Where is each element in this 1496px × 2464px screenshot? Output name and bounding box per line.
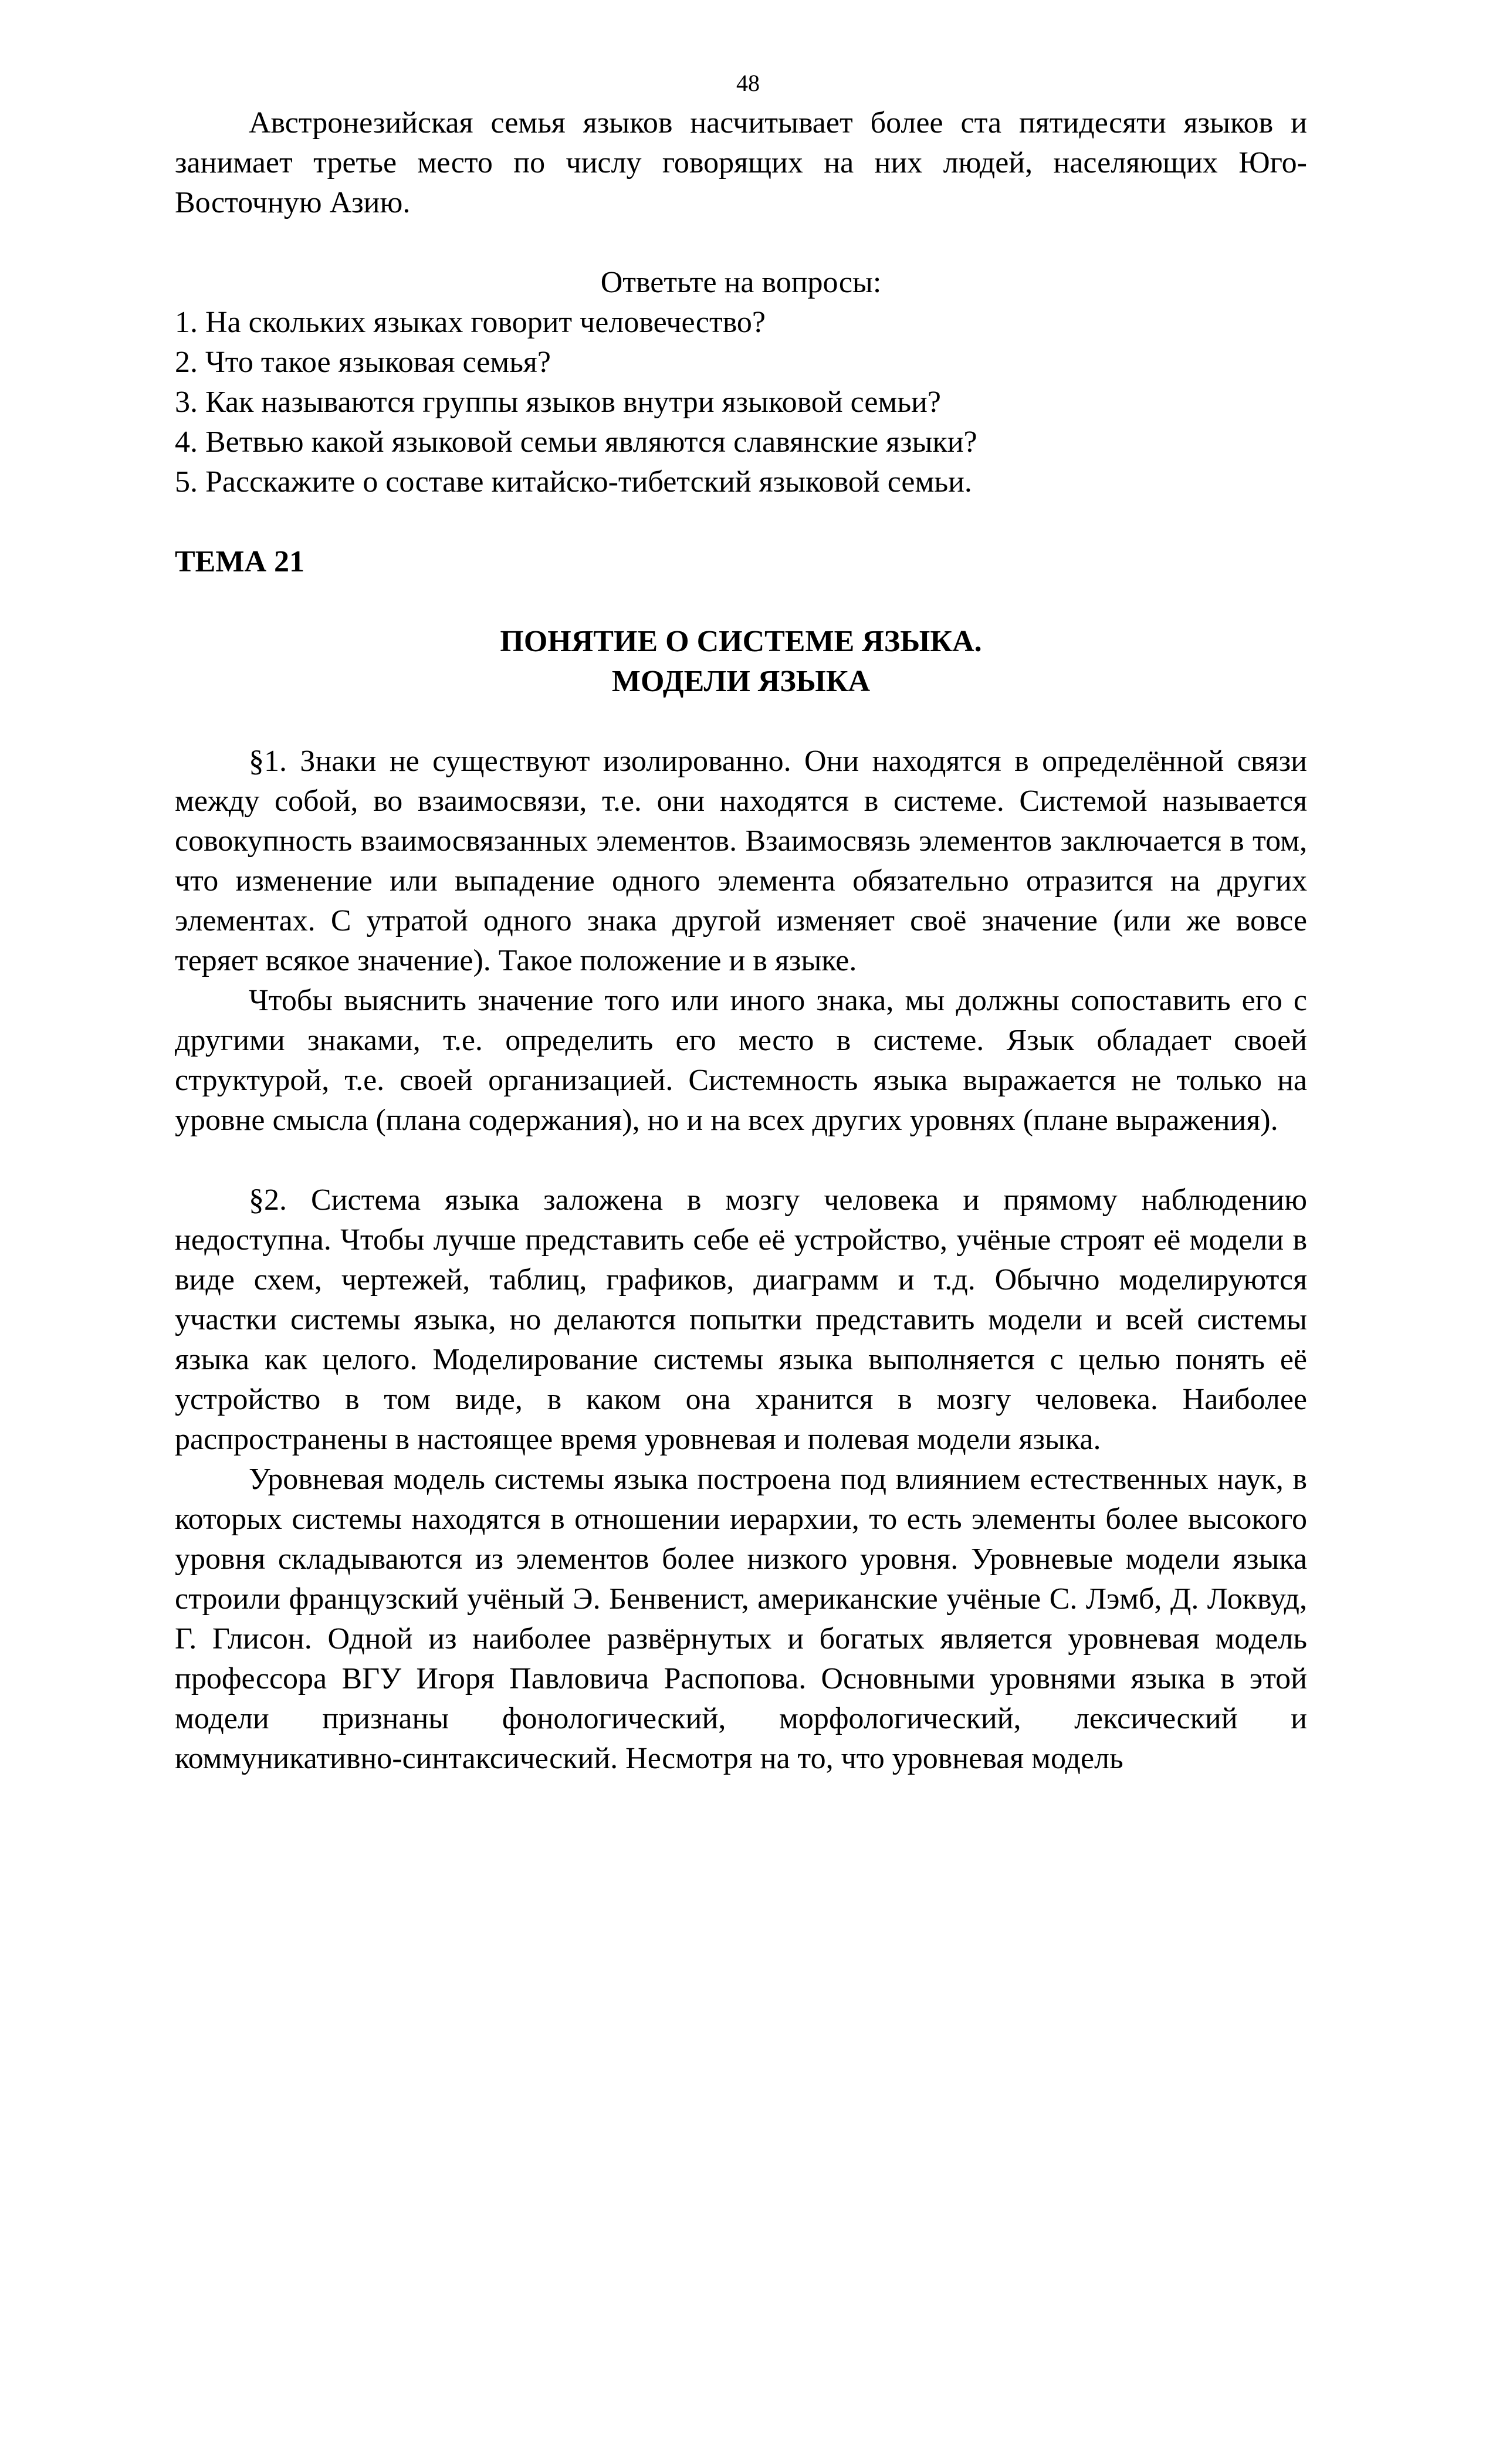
question-item: 3. Как называются группы языков внутри языковой семьи? xyxy=(175,385,941,419)
question-item: 4. Ветвью какой языковой семьи являются славянские языки? xyxy=(175,425,977,459)
topic-label: ТЕМА 21 xyxy=(175,545,304,578)
chapter-title-line-2: МОДЕЛИ ЯЗЫКА xyxy=(611,665,871,698)
paragraph-section-2: §2. Система языка заложена в мозгу человека и прямому наблюдению недоступна. Чтобы лучше представить себе её устройство, учёные строят её модели в виде схем, чертежей, таблиц, графиков, диаграмм и т.д. Обычно моделируются участки системы языка, но делаются попытки представить модели и всей системы языка как целого. Моделирование системы языка выполняется с целью понять её устройство в том виде, в каком она хранится в мозгу человека. Наиболее распространены в настоящее время уровневая и полевая модели языка. xyxy=(175,1183,1307,1456)
page-content xyxy=(175,103,1307,1779)
chapter-title xyxy=(175,622,1307,702)
paragraph-section-1: §1. Знаки не существуют изолированно. Они находятся в определённой связи между собой, во взаимосвязи, т.е. они находятся в системе. Системой называется совокупность взаимосвязанных элементов. Взаимосвязь элементов заключается в том, что изменение или выпадение одного элемента обязательно отразится на других элементах. С утратой одного знака другой изменяет своё значение (или же вовсе теряет всякое значение). Такое положение и в языке. xyxy=(175,744,1307,977)
question-item: 5. Расскажите о составе китайско-тибетский языковой семьи. xyxy=(175,465,972,499)
question-item: 2. Что такое языковая семья? xyxy=(175,346,551,379)
intro-paragraph: Австронезийская семья языков насчитывает более ста пятидесяти языков и занимает третье место по числу говорящих на них людей, населяющих Юго-Восточную Азию. xyxy=(175,106,1307,219)
paragraph-level-model: Уровневая модель системы языка построена под влиянием естественных наук, в которых системы находятся в отношении иерархии, то есть элементы более высокого уровня складываются из элементов более низкого уровня. Уровневые модели языка строили французский учёный Э. Бенвенист, американские учёные С. Лэмб, Д. Локвуд, Г. Глисон. Одной из наиболее развёрнутых и богатых является уровневая модель профессора ВГУ Игоря Павловича Распопова. Основными уровнями языка в этой модели признаны фонологический, морфологический, лексический и коммуникативно-синтаксический. Несмотря на то, что уровневая модель xyxy=(175,1463,1307,1775)
questions-title: Ответьте на вопросы: xyxy=(600,266,882,299)
chapter-title-line-1: ПОНЯТИЕ О СИСТЕМЕ ЯЗЫКА. xyxy=(500,625,982,658)
question-item: 1. На скольких языках говорит человечество? xyxy=(175,306,766,339)
page-number: 48 xyxy=(736,70,760,96)
questions-list xyxy=(175,303,1307,502)
paragraph-sign-meaning: Чтобы выяснить значение того или иного знака, мы должны сопоставить его с другими знаками, т.е. определить его место в системе. Язык обладает своей структурой, т.е. своей организацией. Системность языка выражается не только на уровне смысла (плана содержания), но и на всех других уровнях (плане выражения). xyxy=(175,984,1307,1137)
